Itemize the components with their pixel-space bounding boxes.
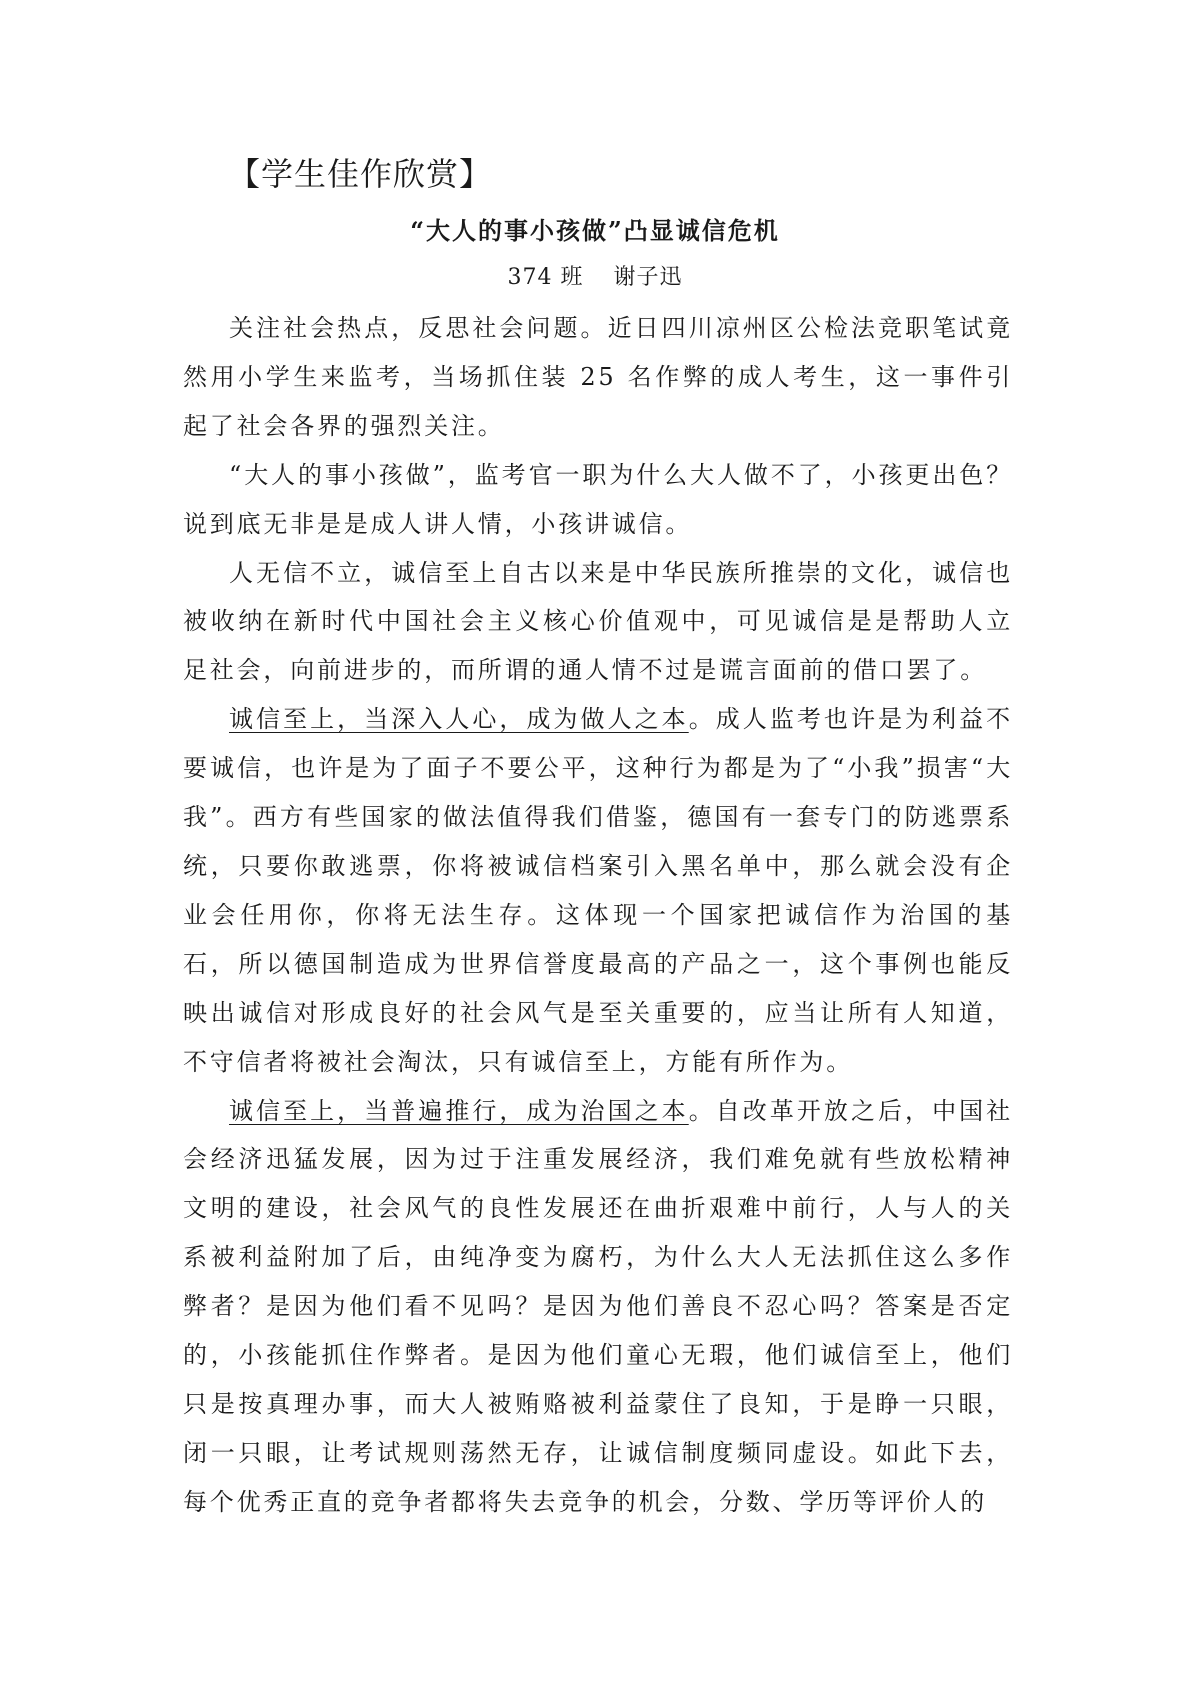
paragraph-4	[183, 695, 1013, 1086]
byline-author: 谢子迅	[613, 265, 683, 290]
paragraph-5	[183, 1087, 1013, 1527]
byline-class: 374 班	[507, 265, 584, 290]
paragraph-2	[183, 451, 1013, 549]
section-heading: 【学生佳作欣赏】	[228, 155, 493, 193]
paragraph-4-underlined-thesis: 诚信至上，当深入人心，成为做人之本	[229, 705, 689, 734]
paragraph-5-underlined-thesis: 诚信至上，当普遍推行，成为治国之本	[229, 1096, 689, 1125]
paragraph-4-text: 。成人监考也许是为利益不要诚信，也许是为了面子不要公平，这种行为都是为了“小我”损害“大我”。西方有些国家的做法值得我们借鉴，德国有一套专门的防逃票系统，只要你敢逃票，你将被诚信档案引入黑名单中，那么就会没有企业会任用你，你将无法生存。这体现一个国家把诚信作为治国的基石，所以德国制造成为世界信誉度最高的产品之一，这个事例也能反映出诚信对形成良好的社会风气是至关重要的，应当让所有人知道，不守信者将被社会淘汰，只有诚信至上，方能有所作为。	[183, 705, 1013, 1076]
paragraph-2-text: “大人的事小孩做”，监考官一职为什么大人做不了，小孩更出色？说到底无非是是成人讲人情，小孩讲诚信。	[183, 460, 1013, 538]
paragraph-1-text: 关注社会热点，反思社会问题。近日四川凉州区公检法竞职笔试竟然用小学生来监考，当场抓住装 25 名作弊的成人考生，这一事件引起了社会各界的强烈关注。	[183, 314, 1013, 440]
paragraph-1	[183, 304, 1013, 451]
article-body	[183, 304, 1013, 1527]
article-title: “大人的事小孩做”凸显诚信危机	[410, 216, 780, 245]
paragraph-3	[183, 549, 1013, 696]
byline	[180, 262, 1010, 294]
paragraph-3-text: 人无信不立，诚信至上自古以来是中华民族所推崇的文化，诚信也被收纳在新时代中国社会主义核心价值观中，可见诚信是是帮助人立足社会，向前进步的，而所谓的通人情不过是谎言面前的借口罢了。	[183, 558, 1013, 685]
paragraph-5-text: 。自改革开放之后，中国社会经济迅猛发展，因为过于注重发展经济，我们难免就有些放松精神文明的建设，社会风气的良性发展还在曲折艰难中前行，人与人的关系被利益附加了后，由纯净变为腐朽，为什么大人无法抓住这么多作弊者？是因为他们看不见吗？是因为他们善良不忍心吗？答案是否定的，小孩能抓住作弊者。是因为他们童心无瑕，他们诚信至上，他们只是按真理办事，而大人被贿赂被利益蒙住了良知，于是睁一只眼，闭一只眼，让考试规则荡然无存，让诚信制度频同虚设。如此下去，每个优秀正直的竞争者都将失去竞争的机会，分数、学历等评价人的	[183, 1096, 1013, 1516]
